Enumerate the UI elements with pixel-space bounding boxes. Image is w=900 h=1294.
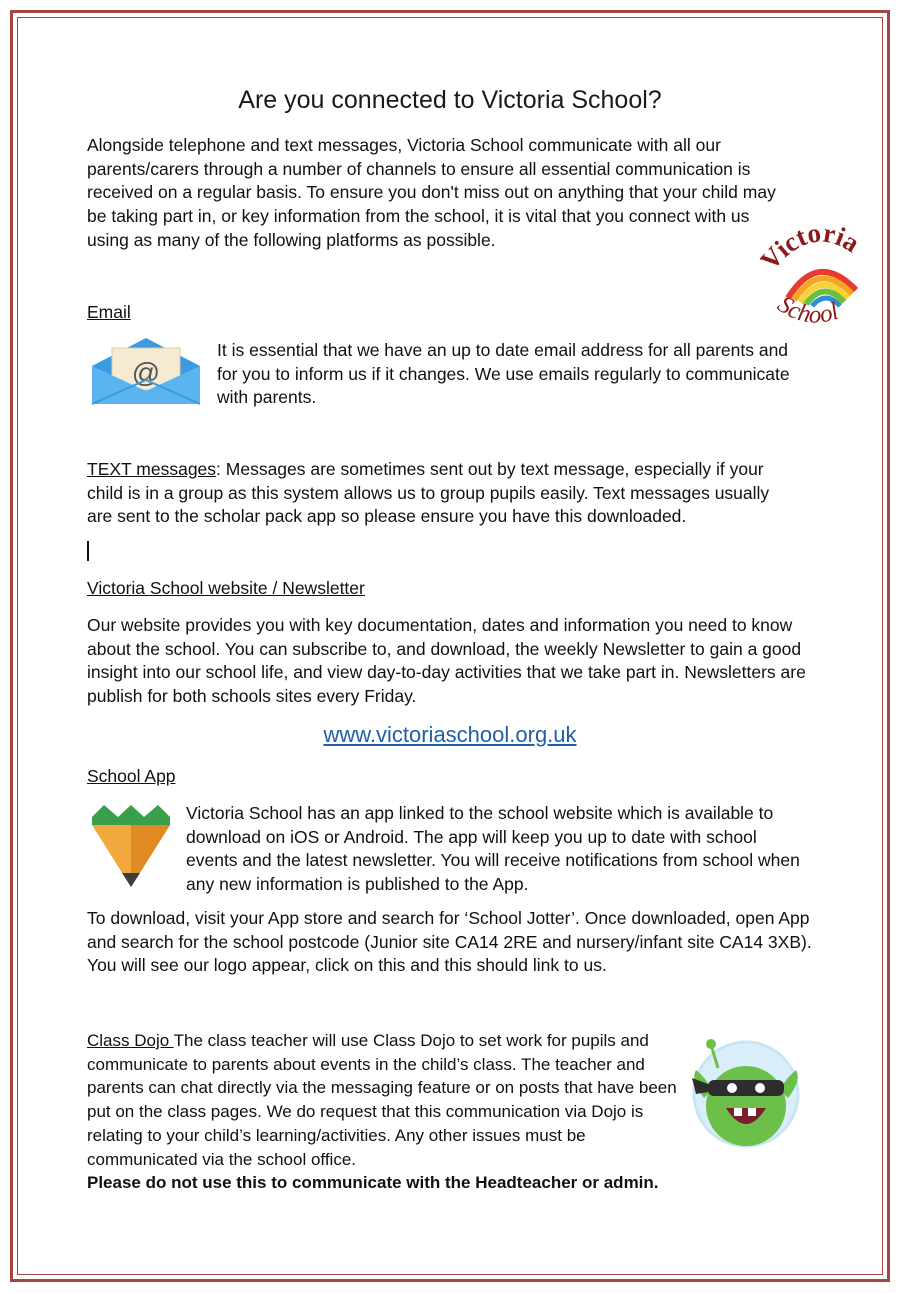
website-link[interactable]: www.victoriaschool.org.uk [323,722,577,747]
text-messages-body: : Messages are sometimes sent out by text message, especially if your child is in a group as this system allows us to group pupils easily. Text messages usually are sent to the scholar pack app so please ensure you have this downloaded. [87,459,770,527]
email-envelope-icon [90,336,202,406]
victoria-school-logo [760,220,870,340]
class-dojo-monster-icon [682,1028,804,1150]
class-dojo-paragraph [87,1029,677,1195]
text-messages-paragraph [87,458,797,529]
logo-top-word: ictoria [769,220,865,263]
class-dojo-heading: Class Dojo [87,1031,174,1050]
school-app-heading: School App [87,766,176,786]
email-at-symbol: @ [131,357,161,388]
text-messages-heading: TEXT messages [87,459,217,479]
email-paragraph: It is essential that we have an up to date email address for all parents and for you to inform us if it changes. We use emails regularly to communicate with parents. [217,340,790,408]
logo-bottom-word: School [772,290,843,329]
text-cursor [87,541,89,561]
website-paragraph: Our website provides you with key documentation, dates and information you need to know about the school. You can subscribe to, and download, the weekly Newsletter to gain a good insight into our school life, and view day-to-day activities that we take part in. Newsletters are publish for both schools sites every Friday. [87,615,806,707]
school-app-paragraph: Victoria School has an app linked to the school website which is available to download on iOS or Android. The app will keep you up to date with school events and the latest newsletter. You will receive notifications from school when any new information is published to the App. [186,803,800,895]
website-heading: Victoria School website / Newsletter [87,578,365,598]
school-jotter-instructions: To download, visit your App store and search for ‘School Jotter’. Once downloaded, open App and search for the school postcode (Junior site CA14 2RE and nursery/infant site CA14 3XB). You will see our logo appear, click on this and this should link to us. [87,908,812,976]
page-title: Are you connected to Victoria School? [238,86,662,114]
intro-paragraph: Alongside telephone and text messages, Victoria School communicate with all our parents/carers through a number of channels to ensure all essential communication is received on a regular basis. To ensure you don't miss out on anything that your child may be taking part in, or key information from the school, it is vital that you connect with us using as many of the following platforms as possible. [87,135,776,250]
svg-text:Victoria [760,220,865,276]
school-jotter-pencil-icon [90,803,172,889]
class-dojo-warning: Please do not use this to communicate with the Headteacher or admin. [87,1173,659,1193]
class-dojo-body: The class teacher will use Class Dojo to set work for pupils and communicate to parents about events in the child’s class. The teacher and parents can chat directly via the messaging feature or on posts that have been put on the class pages. We do request that this communication via Dojo is relating to your child’s learning/activities. Any other issues must be communicated via the school office. [87,1031,677,1169]
email-heading: Email [87,302,131,322]
